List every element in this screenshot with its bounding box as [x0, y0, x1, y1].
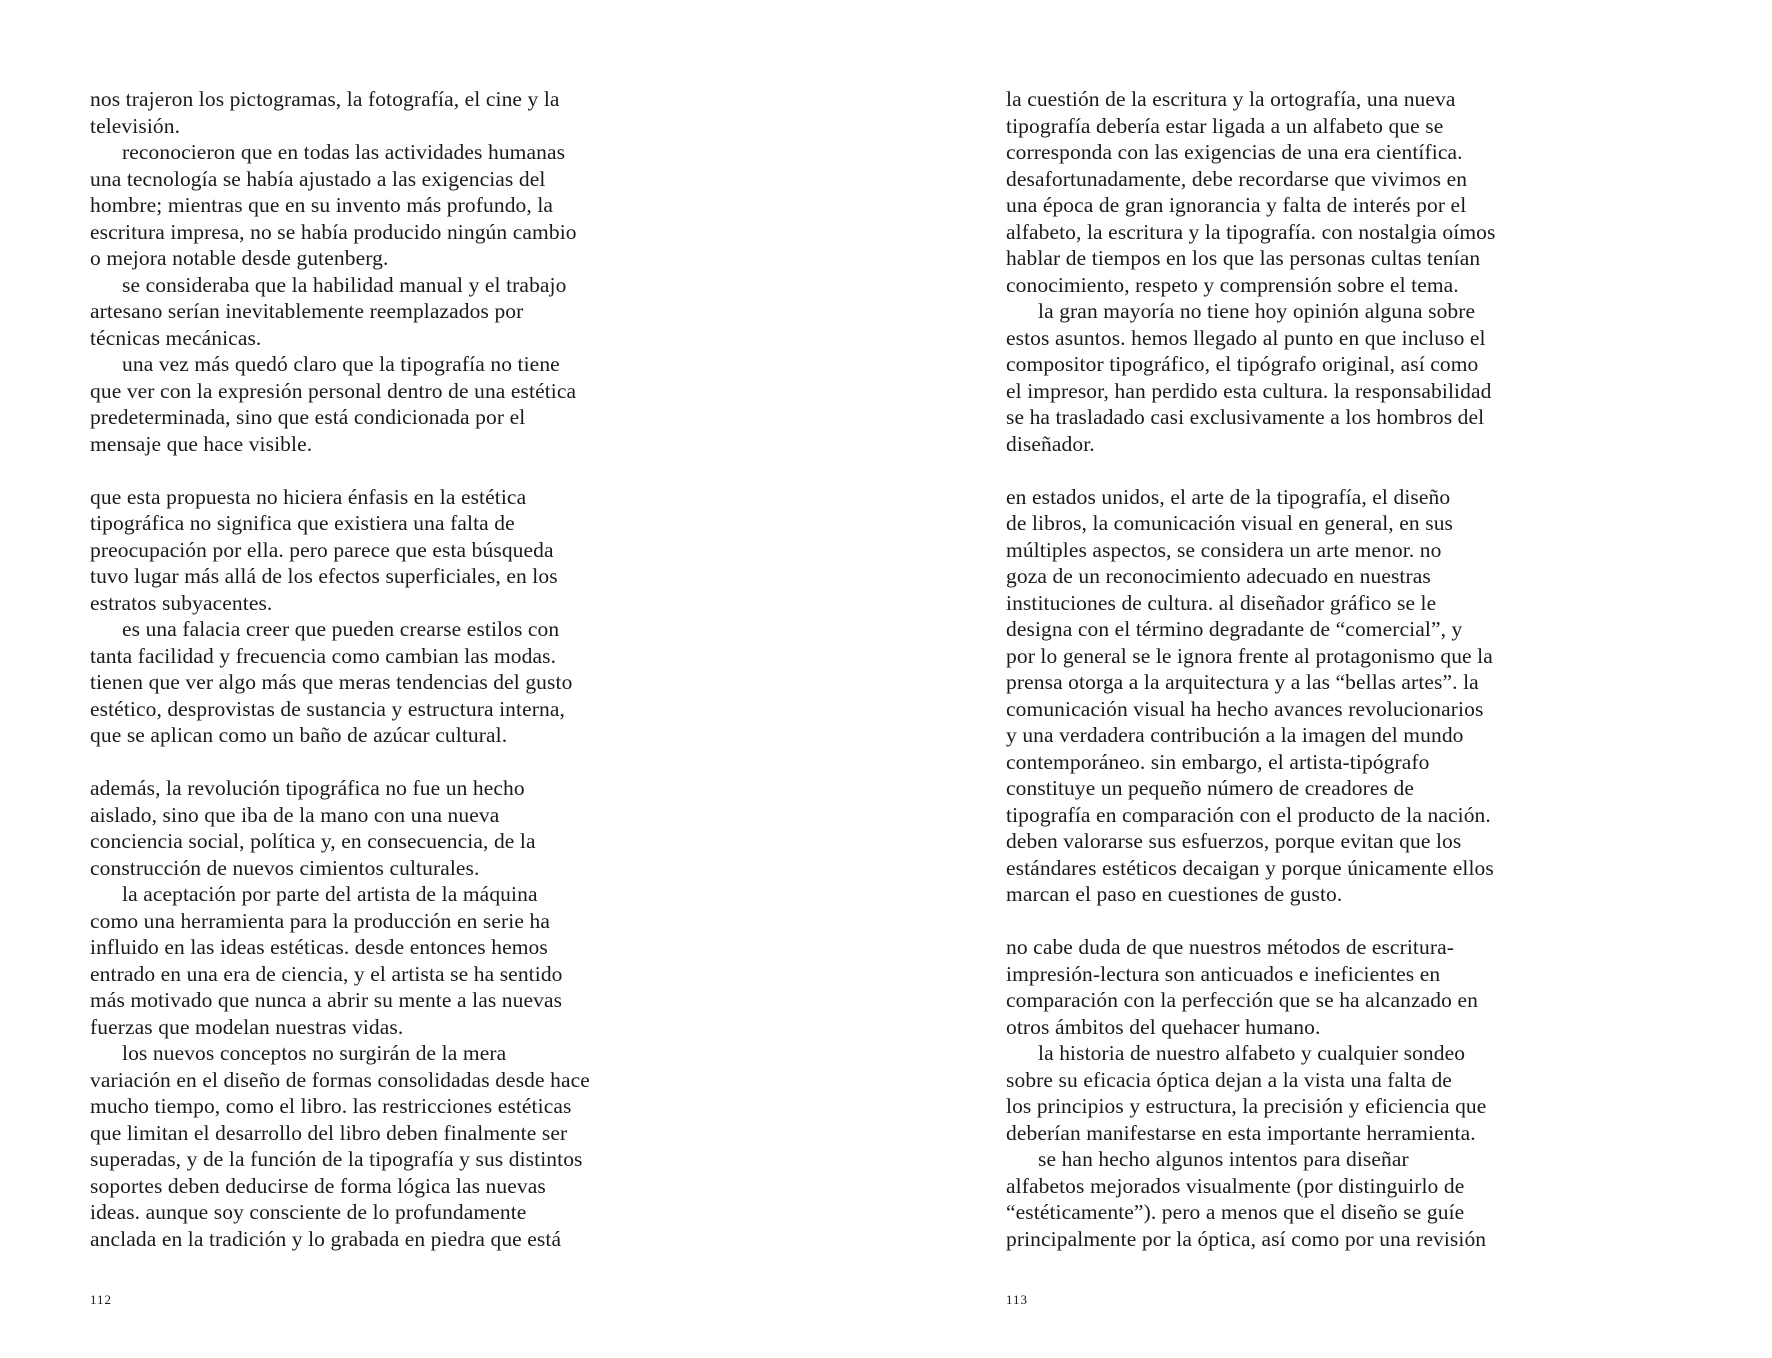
text-line: por lo general se le ignora frente al protagonismo que la: [1006, 643, 1493, 668]
text-line: el impresor, han perdido esta cultura. la responsabilidad: [1006, 378, 1492, 403]
text-line: la gran mayoría no tiene hoy opinión alguna sobre: [1038, 299, 1476, 323]
text-line: aislado, sino que iba de la mano con una nueva: [90, 802, 500, 827]
text-line: contemporáneo. sin embargo, el artista-tipógrafo: [1006, 749, 1430, 774]
text-line: múltiples aspectos, se considera un arte menor. no: [1006, 537, 1442, 562]
text-line: marcan el paso en cuestiones de gusto.: [1006, 882, 1343, 906]
paragraph-gap: [1006, 457, 1566, 484]
text-line: no cabe duda de que nuestros métodos de escritura-: [1006, 935, 1454, 959]
text-line: que esta propuesta no hiciera énfasis en la estética: [90, 484, 527, 509]
text-line: estándares estéticos decaigan y porque únicamente ellos: [1006, 855, 1494, 880]
text-line: como una herramienta para la producción en serie ha: [90, 908, 550, 933]
text-line: que ver con la expresión personal dentro de una estética: [90, 378, 577, 403]
text-line: corresponda con las exigencias de una era científica.: [1006, 140, 1463, 164]
text-line: preocupación por ella. pero parece que esta búsqueda: [90, 537, 554, 562]
paragraph-gap: [90, 457, 650, 484]
text-line: se han hecho algunos intentos para diseñar: [1038, 1147, 1409, 1171]
text-line: se consideraba que la habilidad manual y el trabajo: [122, 272, 567, 297]
text-line: televisión.: [90, 113, 181, 138]
text-line: tanta facilidad y frecuencia como cambian las modas.: [90, 643, 557, 668]
text-line: artesano serían inevitablemente reemplazados por: [90, 299, 524, 323]
text-line: superadas, y de la función de la tipografía y sus distintos: [90, 1147, 583, 1171]
text-line: ideas. aunque soy consciente de lo profundamente: [90, 1200, 527, 1224]
text-line: y una verdadera contribución a la imagen del mundo: [1006, 723, 1464, 747]
text-line: la aceptación por parte del artista de la máquina: [122, 882, 538, 906]
text-line: goza de un reconocimiento adecuado en nuestras: [1006, 564, 1431, 588]
text-line: estratos subyacentes.: [90, 590, 273, 615]
text-line: conocimiento, respeto y comprensión sobre el tema.: [1006, 272, 1459, 297]
text-line: los nuevos conceptos no surgirán de la mera: [122, 1041, 507, 1065]
text-line: conciencia social, política y, en consecuencia, de la: [90, 829, 536, 853]
text-line: mensaje que hace visible.: [90, 431, 313, 456]
paragraph-gap: [1006, 908, 1566, 935]
text-line: deberían manifestarse en esta importante herramienta.: [1006, 1120, 1476, 1145]
text-line: tuvo lugar más allá de los efectos superficiales, en los: [90, 564, 558, 588]
text-line: construcción de nuevos cimientos culturales.: [90, 855, 480, 880]
text-line: tipografía en comparación con el producto de la nación.: [1006, 802, 1491, 827]
text-line: que se aplican como un baño de azúcar cultural.: [90, 723, 508, 747]
text-line: hablar de tiempos en los que las personas cultas tenían: [1006, 246, 1481, 270]
text-line: tipografía debería estar ligada a un alfabeto que se: [1006, 113, 1444, 138]
text-line: entrado en una era de ciencia, y el artista se ha sentido: [90, 961, 563, 986]
text-line: constituye un pequeño número de creadores de: [1006, 776, 1414, 800]
text-line: designa con el término degradante de “comercial”, y: [1006, 617, 1463, 641]
text-line: la cuestión de la escritura y la ortografía, una nueva: [1006, 87, 1456, 111]
text-line: principalmente por la óptica, así como por una revisión: [1006, 1226, 1487, 1251]
text-line: se ha trasladado casi exclusivamente a los hombros del: [1006, 405, 1485, 429]
text-line: desafortunadamente, debe recordarse que vivimos en: [1006, 166, 1468, 191]
text-line: la historia de nuestro alfabeto y cualquier sondeo: [1038, 1041, 1466, 1065]
text-line: impresión-lectura son anticuados e ineficientes en: [1006, 961, 1441, 986]
paragraph-gap: [90, 749, 650, 776]
text-line: una época de gran ignorancia y falta de interés por el: [1006, 193, 1467, 217]
text-line: sobre su eficacia óptica dejan a la vista una falta de: [1006, 1067, 1452, 1092]
text-line: alfabeto, la escritura y la tipografía. con nostalgia oímos: [1006, 219, 1496, 244]
text-line: estos asuntos. hemos llegado al punto en que incluso el: [1006, 325, 1486, 350]
text-line: tienen que ver algo más que meras tendencias del gusto: [90, 670, 573, 694]
text-line: deben valorarse sus esfuerzos, porque evitan que los: [1006, 829, 1462, 853]
text-line: reconocieron que en todas las actividades humanas: [122, 140, 566, 164]
text-line: es una falacia creer que pueden crearse estilos con: [122, 617, 560, 641]
text-line: fuerzas que modelan nuestras vidas.: [90, 1014, 404, 1039]
text-line: variación en el diseño de formas consolidadas desde hace: [90, 1067, 590, 1092]
text-line: tipográfica no significa que existiera una falta de: [90, 511, 515, 535]
text-line: en estados unidos, el arte de la tipografía, el diseño: [1006, 484, 1451, 509]
text-line: nos trajeron los pictogramas, la fotografía, el cine y la: [90, 87, 560, 111]
text-line: influido en las ideas estéticas. desde entonces hemos: [90, 935, 548, 959]
text-line: alfabetos mejorados visualmente (por distinguirlo de: [1006, 1173, 1465, 1198]
right-page-text: [1006, 86, 1566, 1252]
text-line: mucho tiempo, como el libro. las restricciones estéticas: [90, 1094, 572, 1118]
text-line: más motivado que nunca a abrir su mente a las nuevas: [90, 988, 563, 1012]
text-line: de libros, la comunicación visual en general, en sus: [1006, 511, 1454, 535]
text-line: escritura impresa, no se había producido ningún cambio: [90, 219, 577, 244]
text-line: soportes deben deducirse de forma lógica las nuevas: [90, 1173, 546, 1198]
text-line: prensa otorga a la arquitectura y a las “bellas artes”. la: [1006, 670, 1479, 694]
text-line: instituciones de cultura. al diseñador gráfico se le: [1006, 590, 1437, 615]
text-line: diseñador.: [1006, 431, 1095, 456]
text-line: que limitan el desarrollo del libro deben finalmente ser: [90, 1120, 568, 1145]
text-line: anclada en la tradición y lo grabada en piedra que está: [90, 1226, 562, 1251]
text-line: otros ámbitos del quehacer humano.: [1006, 1014, 1321, 1039]
page-number-left: 112: [90, 1292, 113, 1307]
text-line: predeterminada, sino que está condicionada por el: [90, 405, 526, 429]
left-page-text: [90, 86, 650, 1252]
text-line: comunicación visual ha hecho avances revolucionarios: [1006, 696, 1484, 721]
text-line: “estéticamente”). pero a menos que el diseño se guíe: [1006, 1200, 1465, 1224]
text-line: además, la revolución tipográfica no fue un hecho: [90, 776, 525, 800]
text-line: compositor tipográfico, el tipógrafo original, así como: [1006, 352, 1479, 376]
text-line: estético, desprovistas de sustancia y estructura interna,: [90, 696, 565, 721]
text-line: o mejora notable desde gutenberg.: [90, 246, 389, 270]
text-line: una vez más quedó claro que la tipografía no tiene: [122, 352, 560, 376]
text-line: técnicas mecánicas.: [90, 325, 262, 350]
text-line: hombre; mientras que en su invento más profundo, la: [90, 193, 554, 217]
text-line: una tecnología se había ajustado a las exigencias del: [90, 166, 546, 191]
page-number-right: 113: [1006, 1292, 1029, 1307]
text-line: los principios y estructura, la precisión y eficiencia que: [1006, 1094, 1487, 1118]
text-line: comparación con la perfección que se ha alcanzado en: [1006, 988, 1478, 1012]
